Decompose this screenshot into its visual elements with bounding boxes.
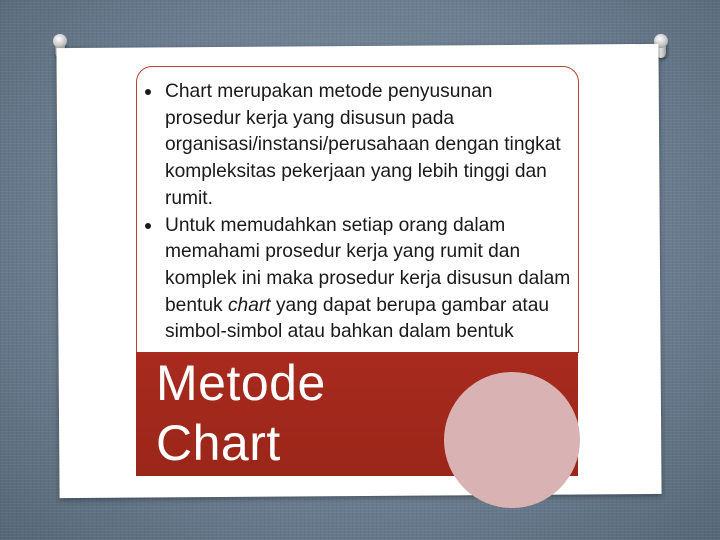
slide-title-line-1: Metode xyxy=(156,355,326,411)
bullet-text: Chart merupakan metode penyusunan prosedur kerja yang disusun pada organisasi/instansi/perusahaan dengan tingkat kompleksitas pekerjaan yang lebih tinggi dan rumit. xyxy=(165,81,561,209)
content-placeholder xyxy=(136,66,579,353)
bullet-item xyxy=(145,79,573,213)
slide-title-line-2: Chart xyxy=(156,415,281,471)
bullet-list xyxy=(145,79,573,346)
bullet-item xyxy=(145,213,573,347)
bullet-text-continued: yang dapat berupa gambar atau simbol-simbol atau bahkan dalam bentuk xyxy=(165,294,550,343)
decorative-circle xyxy=(444,372,580,508)
bullet-text: Untuk memudahkan setiap orang dalam memahami prosedur kerja yang rumit dan komplek ini maka prosedur kerja disusun dalam bentuk xyxy=(165,214,571,316)
bullet-dot-icon xyxy=(145,89,151,95)
bullet-emphasis: chart xyxy=(227,294,271,316)
bullet-dot-icon xyxy=(145,223,151,229)
